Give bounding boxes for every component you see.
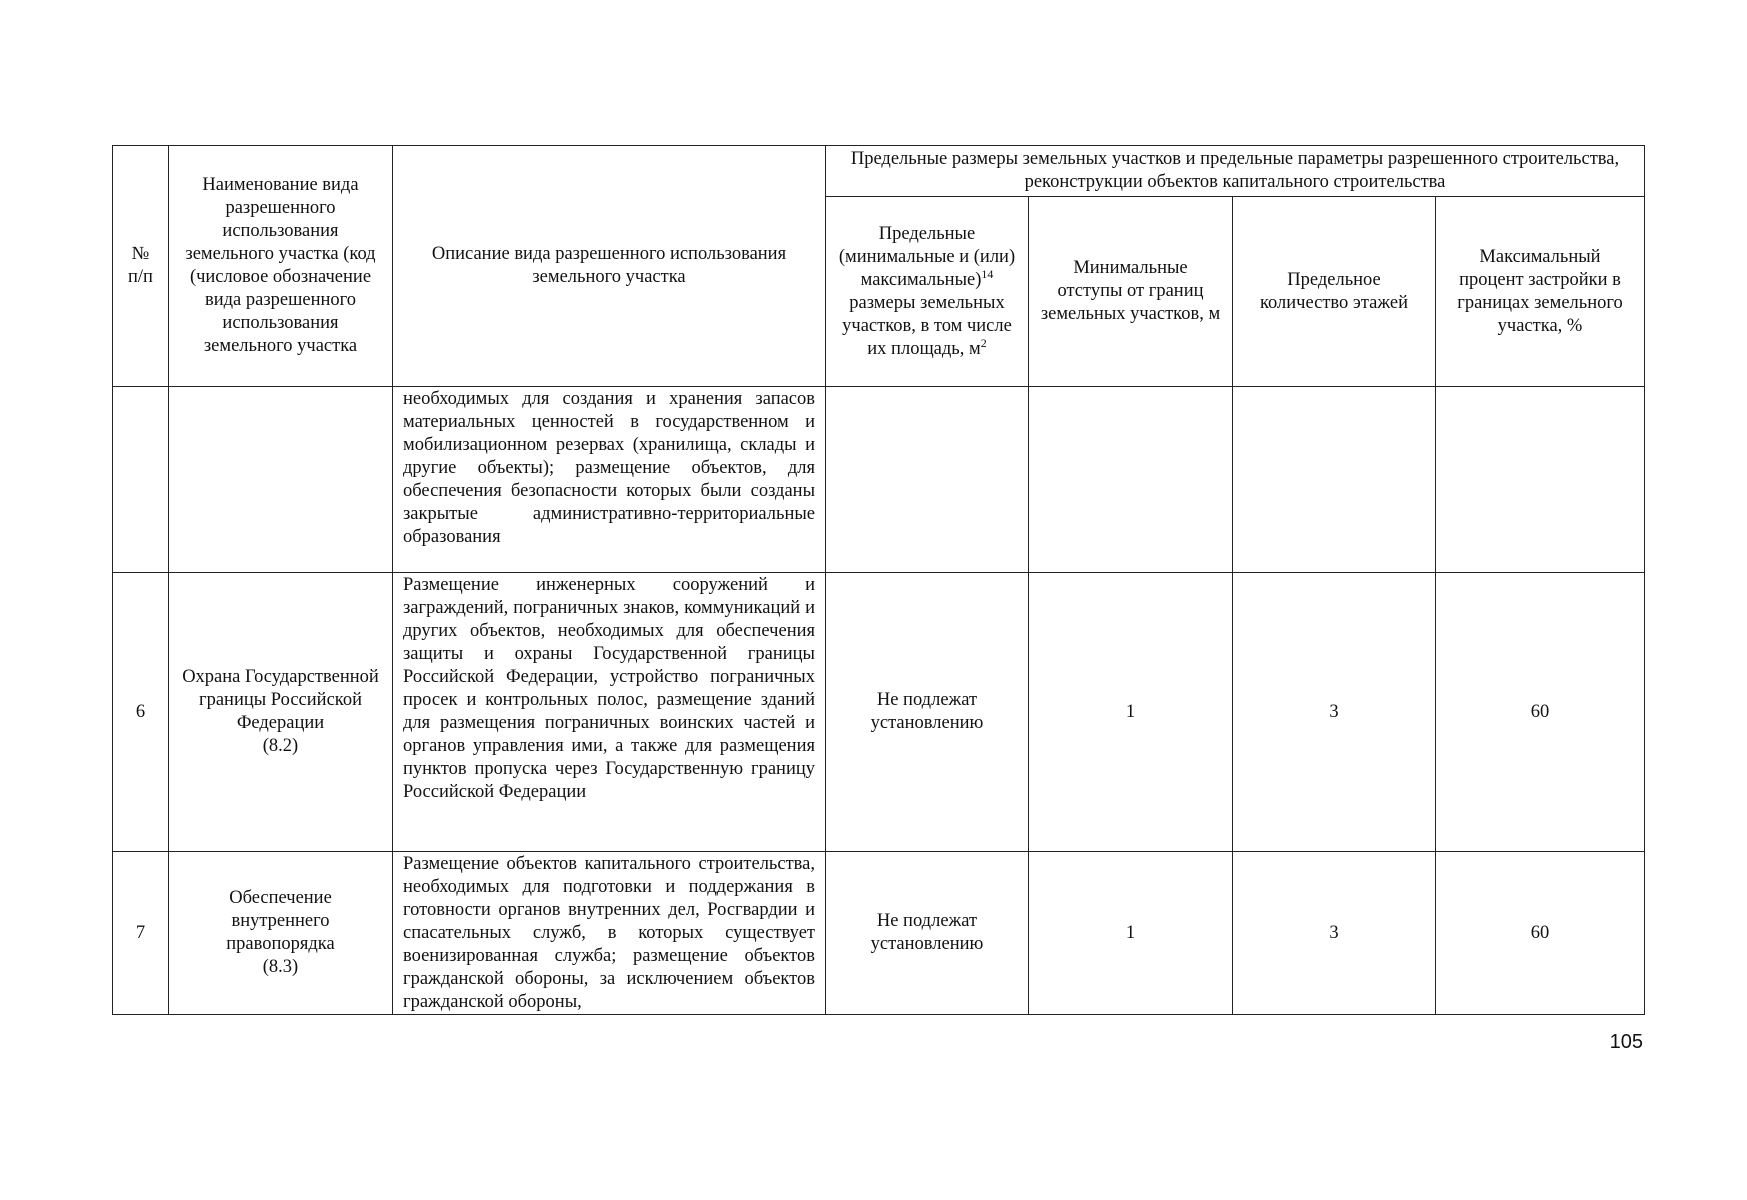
cell-size [826,387,1029,573]
cell-coverage [1436,387,1645,573]
cell-floors: 3 [1233,852,1436,1015]
table-row [113,573,1645,852]
cell-description: необходимых для создания и хранения запасов материальных ценностей в государственном и мобилизационном резервах (хранилища, склады и другие объекты); размещение объектов, для обеспечения безопасности которых были созданы закрытые административно-территориальные образования [393,387,826,573]
cell-setback [1029,387,1233,573]
header-size [826,197,1029,387]
page-number: 105 [1609,1031,1643,1053]
header-num: № п/п [113,146,169,387]
cell-name [169,573,393,852]
land-use-regulations-table [112,145,1645,1015]
table-row [113,852,1645,1015]
header-limits-group: Предельные размеры земельных участков и предельные параметры разрешенного строительства, реконструкции объектов капитального строительства [826,146,1645,197]
cell-coverage: 60 [1436,573,1645,852]
cell-coverage: 60 [1436,852,1645,1015]
header-size-footnote: 14 [981,266,994,281]
header-name: Наименование вида разрешенного использования земельного участка (код (числовое обозначение вида разрешенного использования земельного участка [169,146,393,387]
header-coverage: Максимальный процент застройки в границах земельного участка, % [1436,197,1645,387]
cell-setback: 1 [1029,852,1233,1015]
cell-setback: 1 [1029,573,1233,852]
cell-description: Размещение инженерных сооружений и заграждений, пограничных знаков, коммуникаций и других объектов, необходимых для обеспечения защиты и охраны Государственной границы Российской Федерации, устройство пограничных просек и контрольных полос, размещение зданий для размещения пограничных воинских частей и органов управления ими, а также для размещения пунктов пропуска через Государственную границу Российской Федерации [393,573,826,852]
cell-size: Не подлежат установлению [826,852,1029,1015]
cell-name-text: Охрана Государственной границы Российской Федерации [182,667,379,733]
cell-size: Не подлежат установлению [826,573,1029,852]
cell-name [169,387,393,573]
cell-code: (8.2) [262,736,299,756]
header-size-text: Предельные (минимальные и (или) максимальные) [838,223,1016,290]
cell-floors: 3 [1233,573,1436,852]
cell-num [113,387,169,573]
header-setback: Минимальные отступы от границ земельных участков, м [1029,197,1233,387]
cell-code: (8.3) [262,957,299,977]
table-row [113,387,1645,573]
header-row-1 [113,146,1645,197]
header-size-text2: размеры земельных участков, в том числе их площадь, м [842,292,1012,359]
cell-num: 7 [113,852,169,1015]
header-size-unit-exp: 2 [980,335,987,350]
cell-floors [1233,387,1436,573]
header-description: Описание вида разрешенного использования земельного участка [393,146,826,387]
cell-description: Размещение объектов капитального строительства, необходимых для подготовки и поддержания в готовности органов внутренних дел, Росгвардии и спасательных служб, в которых существует военизированная служба; размещение объектов гражданской обороны, за исключением объектов гражданской обороны, [393,852,826,1015]
cell-num: 6 [113,573,169,852]
cell-name [169,852,393,1015]
header-floors: Предельное количество этажей [1233,197,1436,387]
cell-name-text: Обеспечение внутреннего правопорядка [226,888,335,954]
